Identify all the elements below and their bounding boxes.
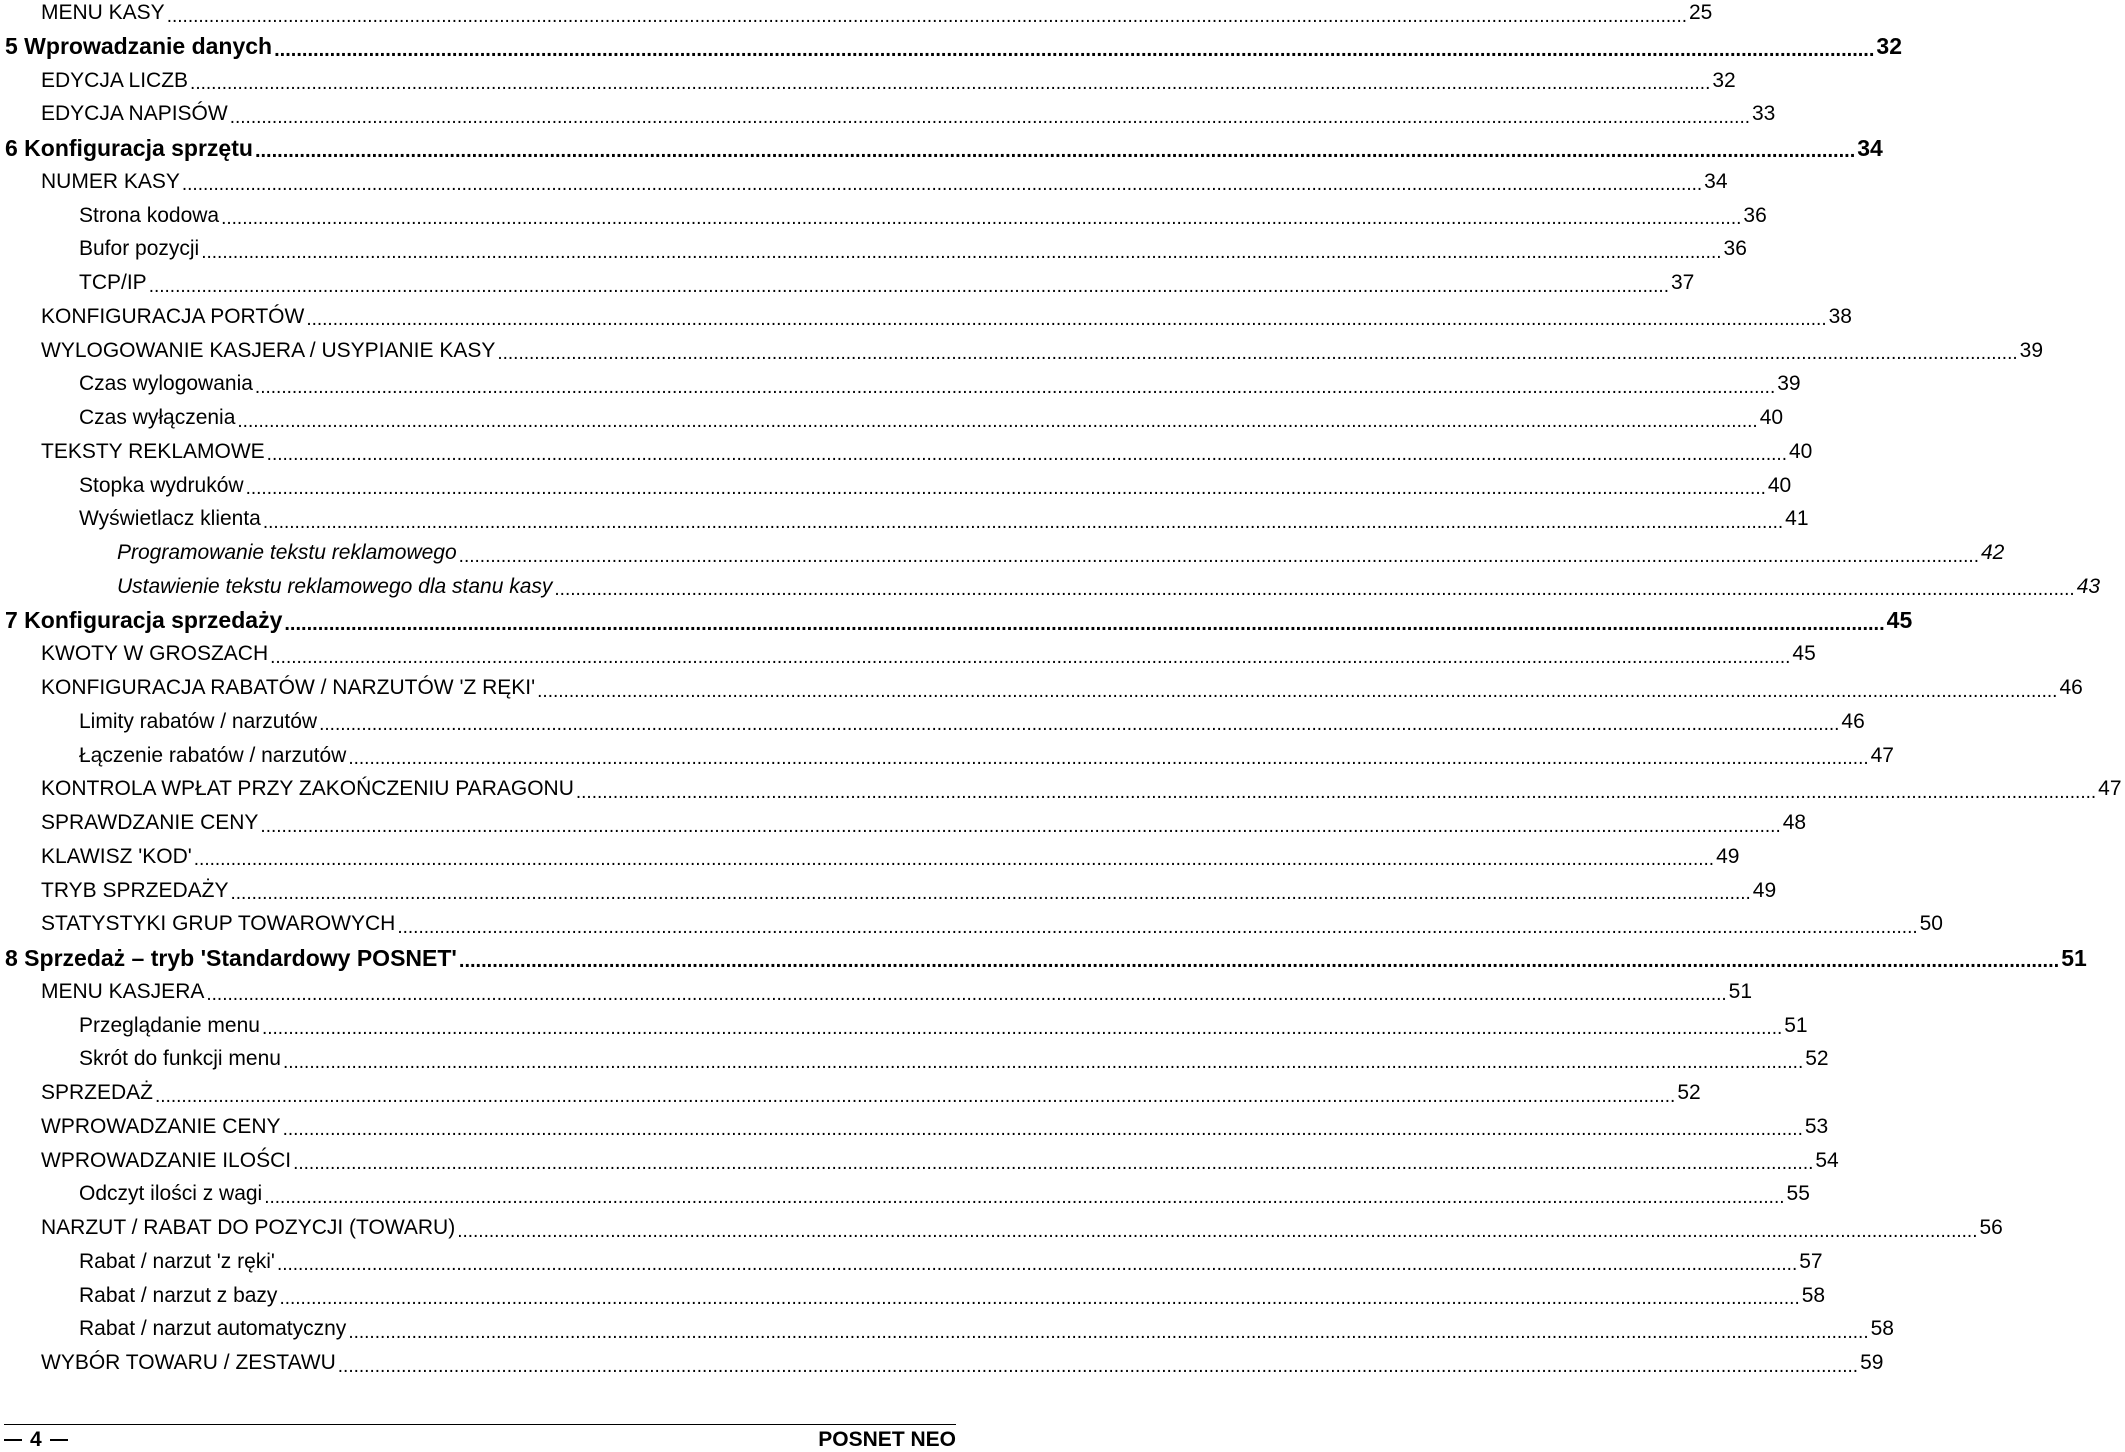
toc-entry[interactable] [0, 772, 2122, 806]
toc-entry[interactable] [0, 806, 1807, 840]
toc-leader-dots [246, 479, 1766, 498]
toc-entry-title: 5 Wprowadzanie danych [5, 33, 273, 60]
toc-entry-title: Rabat / narzut z bazy [79, 1283, 278, 1307]
toc-leader-dots [230, 884, 1750, 903]
toc-entry-title: TEKSTY REKLAMOWE [41, 439, 265, 463]
toc-entry[interactable] [0, 536, 2005, 570]
toc-entry[interactable] [0, 1009, 1808, 1043]
toc-entry-page: 37 [1670, 271, 1695, 294]
toc-entry-page: 57 [1799, 1249, 1823, 1273]
toc-entry[interactable] [0, 30, 1903, 64]
toc-entry-title: Programowanie tekstu reklamowego [117, 541, 457, 564]
toc-entry-title: TRYB SPRZEDAŻY [41, 878, 229, 902]
toc-entry-page: 36 [1723, 237, 1747, 261]
toc-entry-page: 32 [1712, 68, 1736, 92]
toc-leader-dots [206, 985, 1726, 1004]
toc-leader-dots [201, 243, 1721, 262]
toc-leader-dots [283, 1120, 1803, 1139]
toc-entry[interactable] [0, 570, 2101, 604]
toc-leader-dots [274, 40, 1874, 60]
toc-entry[interactable] [0, 334, 2043, 368]
toc-entry-page: 51 [1728, 979, 1753, 1003]
toc-leader-dots [348, 1323, 1868, 1342]
toc-entry-title: Wyświetlacz klienta [79, 507, 261, 531]
dash-left [4, 1439, 22, 1441]
toc-entry[interactable] [0, 469, 1792, 503]
toc-entry[interactable] [0, 165, 1728, 199]
toc-leader-dots [459, 951, 2059, 971]
toc-leader-dots [306, 310, 1826, 329]
toc-entry[interactable] [0, 1042, 1829, 1076]
toc-leader-dots [397, 918, 1917, 937]
toc-entry-page: 54 [1815, 1148, 1839, 1172]
toc-entry[interactable] [0, 1346, 1884, 1380]
dash-right [50, 1439, 68, 1441]
toc-leader-dots [457, 1222, 1977, 1241]
toc-entry[interactable] [0, 1110, 1829, 1144]
toc-entry-page: 45 [1792, 642, 1816, 666]
page-footer [0, 1420, 960, 1450]
toc-entry-page: 33 [1752, 102, 1776, 126]
toc-entry-title: KONFIGURACJA RABATÓW / NARZUTÓW 'Z RĘKI' [41, 676, 536, 699]
toc-entry-page: 53 [1804, 1114, 1829, 1138]
toc-entry[interactable] [0, 1312, 1894, 1346]
toc-entry[interactable] [0, 941, 2087, 975]
toc-entry-title: Limity rabatów / narzutów [79, 709, 318, 733]
toc-entry-page: 39 [2019, 338, 2043, 362]
toc-entry[interactable] [0, 300, 1852, 334]
toc-leader-dots [255, 141, 1855, 161]
toc-entry[interactable] [0, 907, 1943, 941]
toc-entry-page: 38 [1828, 304, 1852, 328]
toc-entry-title: Stopka wydruków [79, 473, 244, 497]
toc-entry-title: Ustawienie tekstu reklamowego dla stanu kasy [117, 574, 553, 598]
toc-leader-dots [283, 1053, 1803, 1072]
toc-leader-dots [190, 74, 1710, 93]
toc-entry-page: 39 [1777, 372, 1801, 396]
toc-entry-title: Strona kodowa [79, 203, 220, 227]
toc-entry-page: 59 [1860, 1351, 1884, 1374]
toc-entry-title: Czas wyłączenia [79, 406, 236, 429]
toc-entry[interactable] [0, 1076, 1701, 1110]
toc-entry-title: Bufor pozycji [79, 237, 200, 261]
toc-entry-page: 47 [2098, 777, 2122, 801]
toc-leader-dots [149, 277, 1669, 296]
toc-leader-dots [155, 1087, 1675, 1106]
toc-leader-dots [497, 344, 2017, 363]
toc-entry[interactable] [0, 1211, 2003, 1245]
toc-entry-page: 41 [1785, 507, 1809, 531]
toc-entry[interactable] [0, 874, 1777, 908]
toc-leader-dots [554, 580, 2074, 599]
toc-entry-page: 50 [1919, 912, 1943, 936]
toc-entry[interactable] [0, 671, 2083, 705]
toc-entry-title: NUMER KASY [41, 169, 180, 193]
toc-entry-page: 52 [1805, 1047, 1829, 1071]
toc-leader-dots [182, 175, 1702, 194]
toc-leader-dots [260, 817, 1780, 836]
toc-entry-title: WPROWADZANIE ILOŚCI [41, 1148, 292, 1172]
toc-entry[interactable] [0, 1144, 1839, 1178]
toc-entry-page: 36 [1743, 203, 1767, 227]
toc-entry-page: 32 [1876, 33, 1903, 60]
toc-entry-page: 56 [1979, 1216, 2003, 1239]
toc-entry-title: KLAWISZ 'KOD' [41, 844, 192, 868]
toc-entry-title: SPRZEDAŻ [41, 1081, 154, 1104]
toc-entry[interactable] [0, 0, 1713, 30]
toc-entry[interactable] [0, 502, 1809, 536]
toc-leader-dots [348, 749, 1868, 768]
toc-leader-dots [263, 513, 1783, 532]
toc-entry-title: Przeglądanie menu [79, 1013, 260, 1037]
toc-entry[interactable] [0, 401, 1784, 435]
toc-entry-title: 6 Konfiguracja sprzętu [5, 134, 253, 161]
toc-leader-dots [262, 1019, 1782, 1038]
toc-entry-page: 52 [1677, 1081, 1701, 1104]
toc-entry-page: 40 [1767, 473, 1792, 497]
toc-leader-dots [319, 715, 1839, 734]
toc-entry-title: SPRAWDZANIE CENY [41, 811, 259, 834]
toc-entry-title: Łączenie rabatów / narzutów [79, 743, 347, 767]
toc-entry[interactable] [0, 604, 1913, 638]
footer-page-number [4, 1428, 68, 1452]
toc-entry-page: 34 [1704, 169, 1728, 193]
toc-leader-dots [576, 783, 2096, 802]
toc-entry[interactable] [0, 637, 1816, 671]
toc-leader-dots [537, 682, 2057, 701]
toc-entry[interactable] [0, 64, 1736, 98]
toc-entry-page: 48 [1782, 811, 1807, 834]
toc-entry-page: 43 [2076, 574, 2101, 598]
toc-entry-title: EDYCJA NAPISÓW [41, 102, 228, 126]
toc-entry-title: KONTROLA WPŁAT PRZY ZAKOŃCZENIU PARAGONU [41, 777, 574, 801]
toc-entry-page: 45 [1886, 607, 1913, 633]
toc-entry[interactable] [0, 97, 1776, 131]
toc-entry-title: Czas wylogowania [79, 372, 253, 396]
toc-entry-page: 51 [1784, 1013, 1808, 1037]
toc-leader-dots [264, 1188, 1784, 1207]
toc-entry-page: 49 [1752, 878, 1777, 902]
toc-entry-title: TCP/IP [79, 271, 147, 294]
toc-entry-page: 42 [1980, 541, 2005, 564]
toc-entry-page: 46 [2059, 676, 2083, 699]
toc-entry-page: 40 [1759, 406, 1784, 429]
toc-entry-page: 25 [1689, 1, 1713, 24]
toc-entry-title: EDYCJA LICZB [41, 68, 189, 92]
toc-entry-page: 34 [1857, 134, 1883, 161]
toc-entry-page: 55 [1786, 1182, 1810, 1206]
toc-entry-page: 49 [1716, 844, 1740, 868]
toc-entry[interactable] [0, 840, 1740, 874]
toc-leader-dots [279, 1289, 1799, 1308]
toc-entry-title: NARZUT / RABAT DO POZYCJI (TOWARU) [41, 1216, 456, 1239]
toc-entry-title: STATYSTYKI GRUP TOWAROWYCH [41, 912, 396, 936]
toc-leader-dots [277, 1255, 1797, 1274]
toc-entry[interactable] [0, 1279, 1826, 1313]
toc-entry[interactable] [0, 232, 1747, 266]
toc-entry[interactable] [0, 705, 1865, 739]
toc-leader-dots [270, 648, 1790, 667]
toc-entry[interactable] [0, 367, 1801, 401]
footer-rule [4, 1424, 956, 1425]
toc-entry-title: Odczyt ilości z wagi [79, 1182, 263, 1206]
toc-leader-dots [221, 209, 1741, 228]
toc-entry-title: WPROWADZANIE CENY [41, 1114, 281, 1138]
toc-entry-title: Skrót do funkcji menu [79, 1047, 281, 1071]
toc-entry[interactable] [0, 739, 1894, 773]
toc-entry-title: KWOTY W GROSZACH [41, 642, 269, 666]
toc-entry-title: MENU KASJERA [41, 979, 205, 1003]
page-number-text: 4 [30, 1428, 42, 1451]
toc-leader-dots [293, 1154, 1813, 1173]
toc-leader-dots [338, 1357, 1858, 1376]
toc-entry-page: 47 [1870, 743, 1894, 767]
toc-entry-title: Rabat / narzut automatyczny [79, 1317, 347, 1341]
toc-entry-title: 7 Konfiguracja sprzedaży [5, 607, 283, 633]
toc-entry-page: 58 [1870, 1317, 1894, 1341]
toc-entry-title: WYLOGOWANIE KASJERA / USYPIANIE KASY [41, 338, 496, 362]
toc-entry[interactable] [0, 131, 1883, 165]
toc-leader-dots [267, 445, 1787, 464]
toc-leader-dots [194, 850, 1714, 869]
footer-product-name: POSNET NEO [818, 1428, 956, 1451]
toc-entry[interactable] [0, 975, 1753, 1009]
toc-entry[interactable] [0, 199, 1767, 233]
toc-entry-title: KONFIGURACJA PORTÓW [41, 304, 305, 328]
toc-entry[interactable] [0, 435, 1813, 469]
toc-entry[interactable] [0, 1177, 1810, 1211]
toc-leader-dots [459, 547, 1979, 566]
toc-entry-title: Rabat / narzut 'z ręki' [79, 1249, 275, 1273]
toc-entry-page: 40 [1788, 439, 1813, 463]
toc-entry-page: 58 [1801, 1283, 1826, 1307]
toc-leader-dots [284, 614, 1884, 634]
toc-entry-title: MENU KASY [41, 1, 165, 24]
toc-entry-page: 51 [2061, 944, 2087, 971]
toc-leader-dots [255, 378, 1775, 397]
toc-entry[interactable] [0, 266, 1695, 300]
toc-leader-dots [167, 7, 1687, 26]
toc-entry[interactable] [0, 1245, 1823, 1279]
toc-leader-dots [230, 108, 1750, 127]
toc-entry-title: 8 Sprzedaż – tryb 'Standardowy POSNET' [5, 944, 457, 971]
toc-leader-dots [237, 412, 1757, 431]
toc-entry-title: WYBÓR TOWARU / ZESTAWU [41, 1351, 336, 1374]
toc-entry-page: 46 [1841, 709, 1865, 733]
